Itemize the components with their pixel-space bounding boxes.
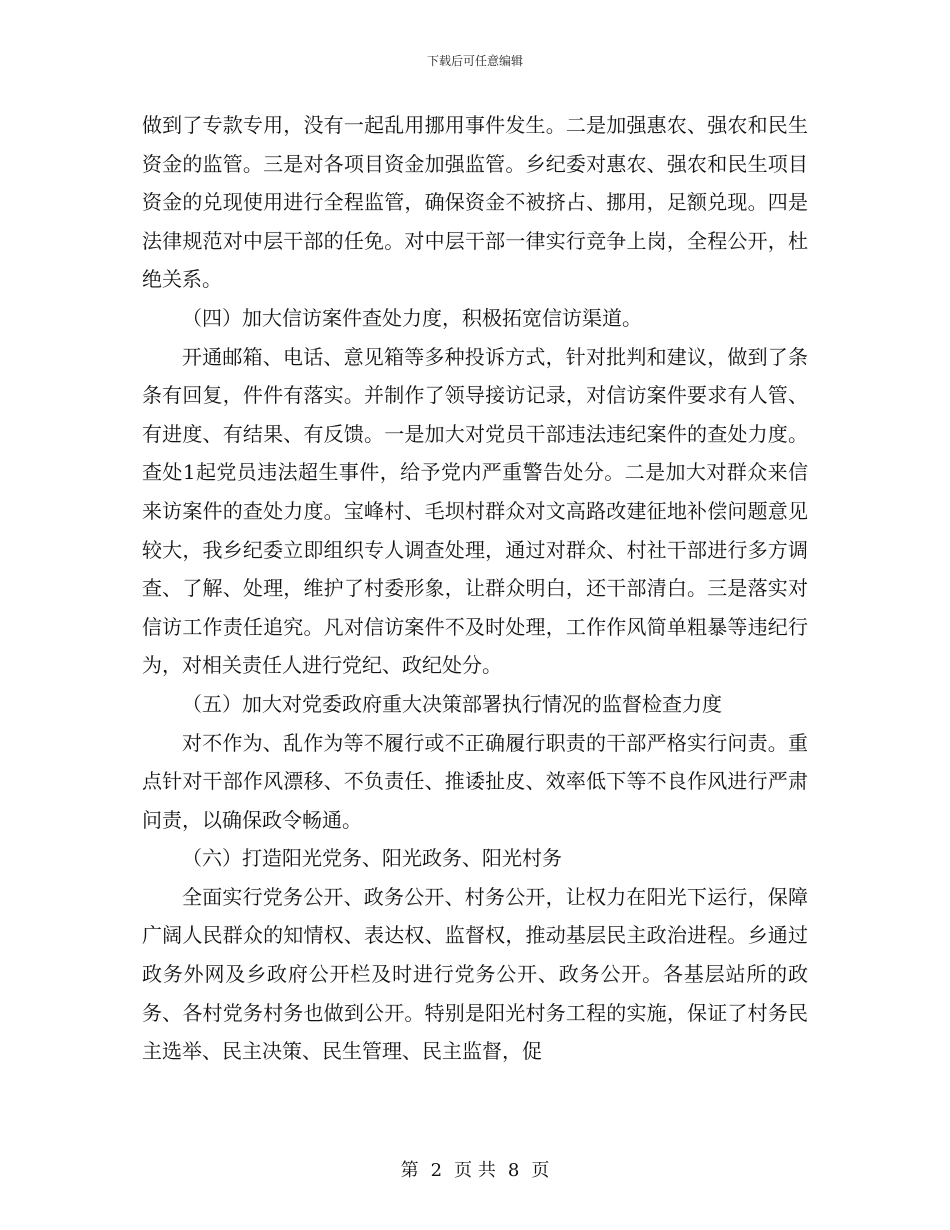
section-heading-6: （六）打造阳光党务、阳光政务、阳光村务 bbox=[182, 846, 562, 871]
section-heading-5: （五）加大对党委政府重大决策部署执行情况的监督检查力度 bbox=[182, 691, 722, 716]
page-header bbox=[0, 52, 950, 69]
paragraph-1: 做到了专款专用，没有一起乱用挪用事件发生。二是加强惠农、强农和民生资金的监管。三是对各项目资金加强监管。乡纪委对惠农、强农和民生项目资金的兑现使用进行全程监管，确保资金不被挤占、挪用，足额兑现。四是法律规范对中层干部的任免。对中层干部一律实行竞争上岗，全程公开，杜绝关系。 bbox=[142, 113, 808, 292]
section-heading-4: （四）加大信访案件查处力度，积极拓宽信访渠道。 bbox=[182, 305, 642, 330]
paragraph-2: 开通邮箱、电话、意见箱等多种投诉方式，针对批判和建议，做到了条条有回复，件件有落实。并制作了领导接访记录，对信访案件要求有人管、有进度、有结果、有反馈。一是加大对党员干部违法违纪案件的查处力度。查处1起党员违法超生事件，给予党内严重警告处分。二是加大对群众来信来访案件的查处力度。宝峰村、毛坝村群众对文高路改建征地补偿问题意见较大，我乡纪委立即组织专人调查处理，通过对群众、村社干部进行多方调查、了解、处理，维护了村委形象，让群众明白，还干部清白。三是落实对信访工作责任追究。凡对信访案件不及时处理，工作作风简单粗暴等违纪行为，对相关责任人进行党纪、政纪处分。 bbox=[142, 344, 808, 678]
page-footer bbox=[0, 1156, 950, 1182]
document-body bbox=[142, 106, 808, 1071]
paragraph-3: 对不作为、乱作为等不履行或不正确履行职责的干部严格实行问责。重点针对干部作风漂移、不负责任、推诿扯皮、效率低下等不良作风进行严肃问责，以确保政令畅通。 bbox=[142, 730, 808, 832]
footer-suffix: 页 bbox=[531, 1160, 550, 1181]
current-page-number: 2 bbox=[430, 1160, 443, 1181]
footer-middle: 页 共 bbox=[454, 1160, 496, 1181]
footer-prefix: 第 bbox=[400, 1160, 419, 1181]
header-text: 下载后可任意编辑 bbox=[426, 54, 523, 68]
paragraph-4: 全面实行党务公开、政务公开、村务公开，让权力在阳光下运行，保障广阔人民群众的知情权、表达权、监督权，推动基层民主政治进程。乡通过政务外网及乡政府公开栏及时进行党务公开、政务公开。各基层站所的政务、各村党务村务也做到公开。特别是阳光村务工程的实施，保证了村务民主选举、民主决策、民生管理、民主监督，促 bbox=[142, 884, 808, 1064]
total-pages-number: 8 bbox=[507, 1160, 520, 1181]
